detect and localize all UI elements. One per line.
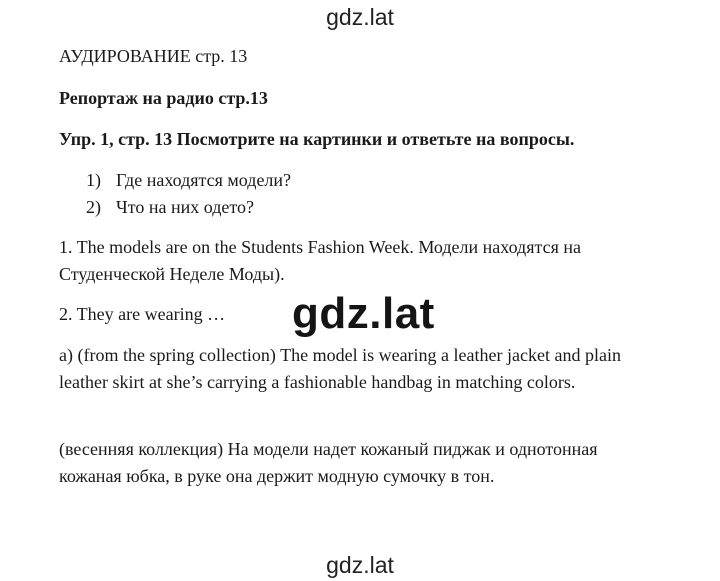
question-2-text: Что на них одето?	[116, 197, 254, 217]
answer-2a-english: a) (from the spring collection) The model is wearing a leather jacket and plain leather skirt at she’s carrying a fashionable handbag in matching colors.	[59, 345, 621, 392]
question-1-number: 1)	[86, 170, 101, 190]
exercise-heading: Упр. 1, стр. 13 Посмотрите на картинки и ответьте на вопросы.	[59, 129, 575, 149]
answer-2-intro: 2. They are wearing …	[59, 304, 226, 324]
answer-1: 1. The models are on the Students Fashion Week. Модели находятся на Студенческой Неделе Моды).	[59, 237, 581, 284]
question-1	[86, 168, 291, 192]
section-title: АУДИРОВАНИЕ стр. 13	[59, 46, 248, 66]
question-1-text: Где находятся модели?	[116, 170, 292, 190]
answer-2a-russian: (весенняя коллекция) На модели надет кожаный пиджак и однотонная кожаная юбка, в руке она держит модную сумочку в тон.	[59, 439, 598, 486]
watermark-center: gdz.lat	[292, 289, 435, 338]
watermark-bottom: gdz.lat	[326, 552, 394, 578]
question-2	[86, 195, 254, 219]
subtitle: Репортаж на радио стр.13	[59, 88, 268, 108]
question-2-number: 2)	[86, 197, 101, 217]
watermark-top: gdz.lat	[326, 4, 394, 30]
